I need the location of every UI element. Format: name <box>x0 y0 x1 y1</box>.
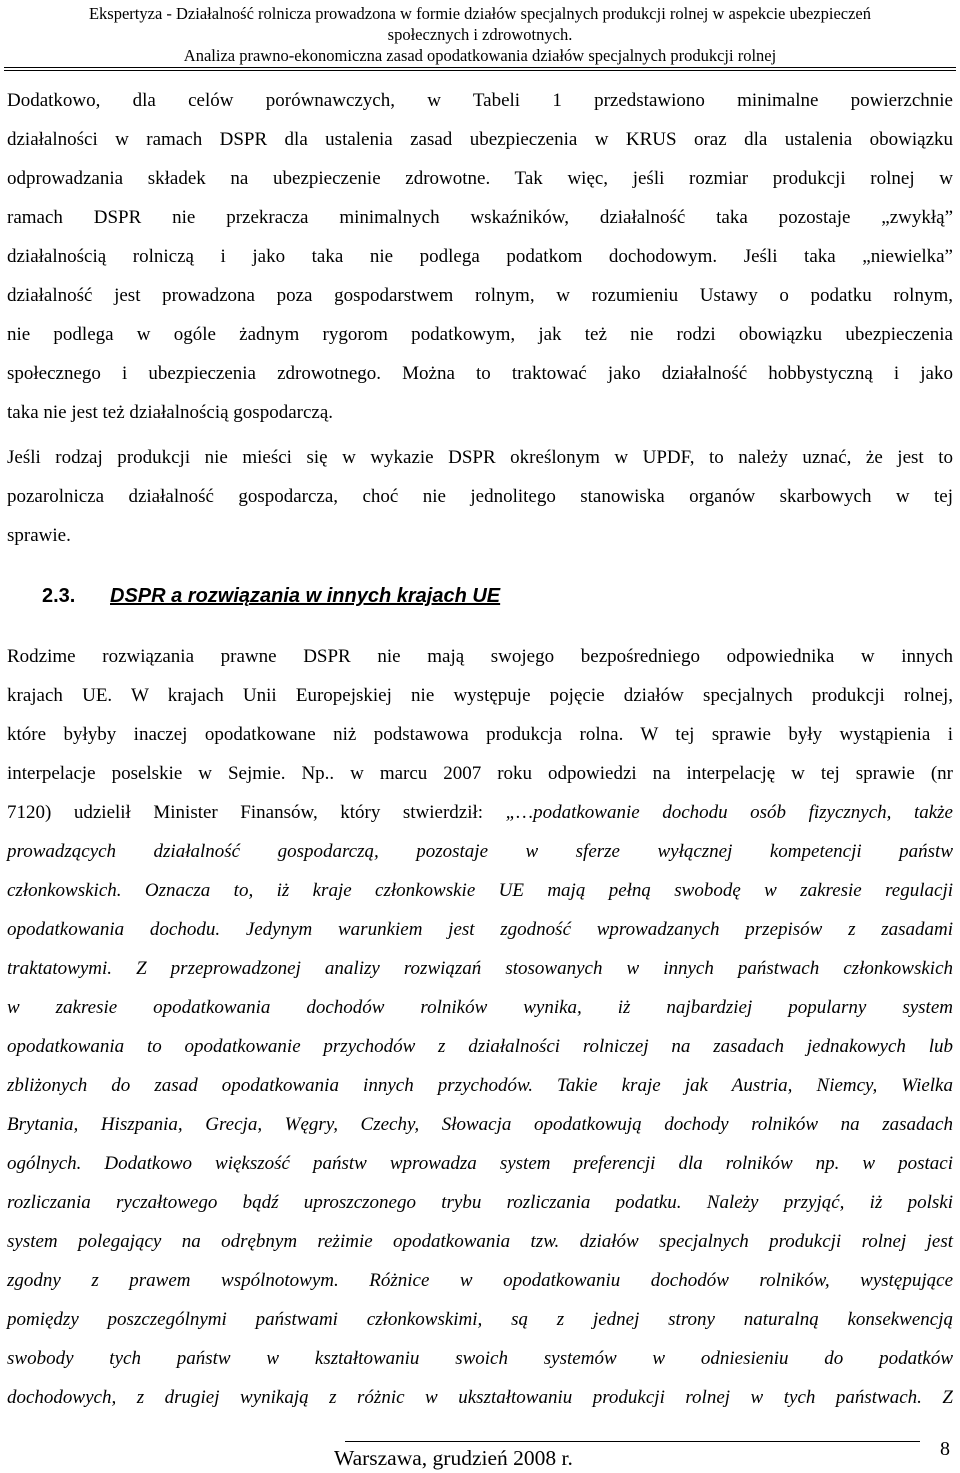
paragraph-line: taka nie jest też działalnością gospodarczą. <box>7 402 334 423</box>
quote-intro: 7120) udzielił Minister Finansów, który stwierdził: <box>7 802 506 823</box>
quote-line: system polegający na odrębnym reżimie opodatkowania tzw. działów specjalnych produkcji rolnej jest <box>7 1231 953 1252</box>
paragraph-line: odprowadzania składek na ubezpieczenie zdrowotne. Tak więc, jeśli rozmiar produkcji rolnej w <box>7 168 953 189</box>
paragraph-line: działalność jest prowadzona poza gospodarstwem rolnym, w rozumieniu Ustawy o podatku rolnym, <box>7 285 953 306</box>
quote-line: prowadzących działalność gospodarczą, pozostaje w sferze wyłącznej kompetencji państw <box>7 841 953 862</box>
quote-line: opodatkowania dochodu. Jedynym warunkiem jest zgodność wprowadzanych przepisów z zasadami <box>7 919 953 940</box>
paragraph-1 <box>7 81 953 432</box>
paragraph-line: Rodzime rozwiązania prawne DSPR nie mają swojego bezpośredniego odpowiednika w innych <box>7 646 953 667</box>
section-number: 2.3. <box>42 585 76 607</box>
paragraph-line: Jeśli rodzaj produkcji nie mieści się w wykazie DSPR określonym w UPDF, to należy uznać, że jest to <box>7 447 953 468</box>
page-header <box>0 3 960 66</box>
paragraph-2 <box>7 438 953 555</box>
quote-line: traktatowymi. Z przeprowadzonej analizy rozwiązań stosowanych w innych państwach członkowskich <box>7 958 953 979</box>
quote-line: dochodowych, z drugiej wynikają z różnic w ukształtowaniu produkcji rolnej w tych państwach. Z <box>7 1387 953 1408</box>
header-line-2: społecznych i zdrowotnych. <box>387 25 573 44</box>
paragraph-line: sprawie. <box>7 525 71 546</box>
paragraph-line: społecznego i ubezpieczenia zdrowotnego. Można to traktować jako działalność hobbystyczną i jako <box>7 363 953 384</box>
quote-line: opodatkowania to opodatkowanie przychodów z działalności rolniczej na zasadach jednakowych lub <box>7 1036 953 1057</box>
paragraph-line: działalności w ramach DSPR dla ustalenia zasad ubezpieczenia w KRUS oraz dla ustalenia obowiązku <box>7 129 953 150</box>
paragraph-line: które byłyby inaczej opodatkowane niż podstawowa produkcja rolna. W tej sprawie były wystąpienia i <box>7 724 953 745</box>
page-number: 8 <box>940 1438 950 1460</box>
quote-line: ogólnych. Dodatkowo większość państw wprowadza system preferencji dla rolników np. w postaci <box>7 1153 953 1174</box>
paragraph-line-quote-start <box>7 793 953 832</box>
quote-line: rozliczania ryczałtowego bądź uproszczonego trybu rozliczania podatku. Należy przyjąć, iż polski <box>7 1192 953 1213</box>
quote-line: swobody tych państw w kształtowaniu swoich systemów w odniesieniu do podatków <box>7 1348 953 1369</box>
quote-line: Brytania, Hiszpania, Grecja, Węgry, Czechy, Słowacja opodatkowują dochody rolników na zasadach <box>7 1114 953 1135</box>
paragraph-line: ramach DSPR nie przekracza minimalnych wskaźników, działalność taka pozostaje „zwykłą” <box>7 207 953 228</box>
paragraph-line: nie podlega w ogóle żadnym rygorom podatkowym, jak też nie rodzi obowiązku ubezpieczenia <box>7 324 953 345</box>
quote-line: pomiędzy poszczególnymi państwami członkowskimi, są z jednej strony naturalną konsekwencją <box>7 1309 953 1330</box>
header-rule-upper <box>4 67 956 68</box>
footer-rule <box>345 1441 920 1442</box>
quote-start: „…podatkowanie dochodu osób fizycznych, także <box>505 802 953 823</box>
quote-line: w zakresie opodatkowania dochodów rolników wynika, iż najbardziej popularny system <box>7 997 953 1018</box>
paragraph-3 <box>7 637 953 1417</box>
footer-place-date: Warszawa, grudzień 2008 r. <box>334 1446 573 1470</box>
quote-line: członkowskich. Oznacza to, iż kraje członkowskie UE mają pełną swobodę w zakresie regulacji <box>7 880 953 901</box>
section-title: DSPR a rozwiązania w innych krajach UE <box>110 585 501 607</box>
header-rule-lower <box>4 70 956 71</box>
paragraph-line: pozarolnicza działalność gospodarcza, choć nie jednolitego stanowiska organów skarbowych w tej <box>7 486 953 507</box>
quote-line: zgodny z prawem wspólnotowym. Różnice w opodatkowaniu dochodów rolników, występujące <box>7 1270 953 1291</box>
header-line-1: Ekspertyza - Działalność rolnicza prowadzona w formie działów specjalnych produkcji rolnej w aspekcie ubezpieczeń <box>88 4 872 23</box>
paragraph-line: Dodatkowo, dla celów porównawczych, w Tabeli 1 przedstawiono minimalne powierzchnie <box>7 90 953 111</box>
paragraph-line: krajach UE. W krajach Unii Europejskiej nie występuje pojęcie działów specjalnych produkcji rolnej, <box>7 685 953 706</box>
paragraph-line: interpelacje poselskie w Sejmie. Np.. w marcu 2007 roku odpowiedzi na interpelację w tej sprawie (nr <box>7 763 953 784</box>
quote-line: zbliżonych do zasad opodatkowania innych przychodów. Takie kraje jak Austria, Niemcy, Wielka <box>7 1075 953 1096</box>
header-line-3: Analiza prawno-ekonomiczna zasad opodatkowania działów specjalnych produkcji rolnej <box>183 46 777 65</box>
paragraph-line: działalnością rolniczą i jako taka nie podlega podatkom dochodowym. Jeśli taka „niewielka” <box>7 246 953 267</box>
